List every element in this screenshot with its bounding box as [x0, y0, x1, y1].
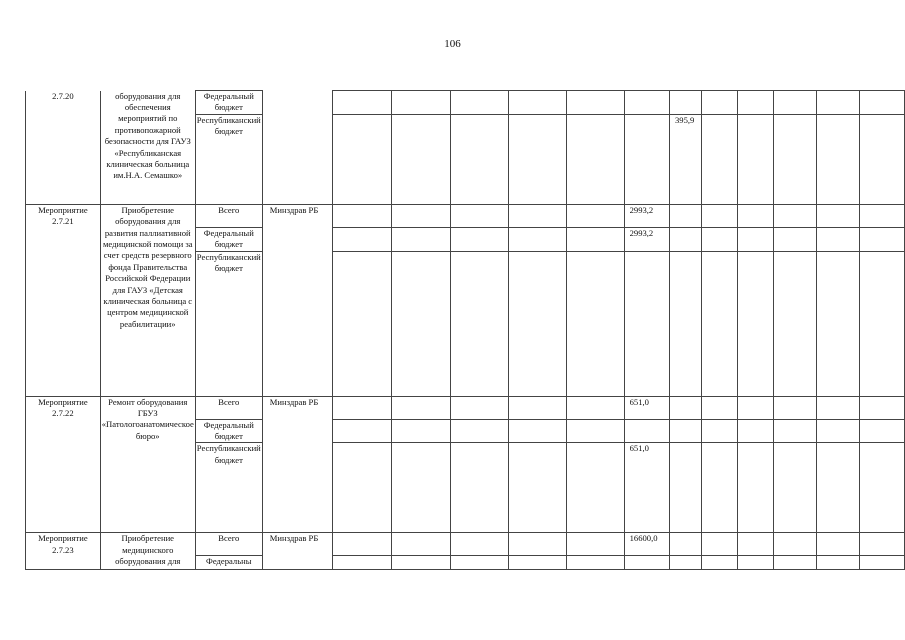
page-number: 106: [444, 38, 461, 50]
value-cell: 2993,2: [624, 227, 669, 251]
funding-source: Всего: [195, 396, 262, 419]
funding-source: Федеральный бюджет: [195, 91, 262, 115]
measure-name: оборудования для обеспечения мероприятий по противопожарной безопасности для ГАУЗ «Республиканская клиническая больница им.Н.А. Семашко»: [100, 91, 195, 205]
executor: Минздрав РБ: [262, 533, 333, 570]
measure-name: Ремонт оборудования ГБУЗ «Патологоанатомическое бюро»: [100, 396, 195, 533]
table-row: [26, 396, 905, 419]
funding-source: Федеральный бюджет: [195, 419, 262, 443]
executor: [262, 91, 333, 205]
measure-code: Мероприятие 2.7.22: [26, 396, 101, 533]
funding-source: Всего: [195, 204, 262, 227]
table-row: [26, 91, 905, 115]
funding-source: Федеральный бюджет: [195, 227, 262, 251]
value-cell: 2993,2: [624, 204, 669, 227]
table-row: [26, 204, 905, 227]
funding-source: Республиканский бюджет: [195, 443, 262, 533]
funding-source: Республиканский бюджет: [195, 251, 262, 396]
measure-name: Приобретение медицинского оборудования для: [100, 533, 195, 570]
value-cell: 651,0: [624, 443, 669, 533]
measure-code: Мероприятие 2.7.23: [26, 533, 101, 570]
measure-code: Мероприятие 2.7.21: [26, 204, 101, 396]
funding-source: Федеральны: [195, 556, 262, 570]
funding-source: Республиканский бюджет: [195, 114, 262, 204]
executor: Минздрав РБ: [262, 396, 333, 533]
executor: Минздрав РБ: [262, 204, 333, 396]
value-cell: 16600,0: [624, 533, 669, 556]
table-row: [26, 533, 905, 556]
budget-table: [25, 90, 905, 570]
measure-name: Приобретение оборудования для развития паллиативной медицинской помощи за счет средств резервного фонда Правительства Российской Федерации для ГАУЗ «Детская клиническая больница с центром медицинской реабилитации»: [100, 204, 195, 396]
funding-source: Всего: [195, 533, 262, 556]
value-cell: 395,9: [669, 114, 701, 204]
value-cell: 651,0: [624, 396, 669, 419]
measure-code: 2.7.20: [26, 91, 101, 205]
